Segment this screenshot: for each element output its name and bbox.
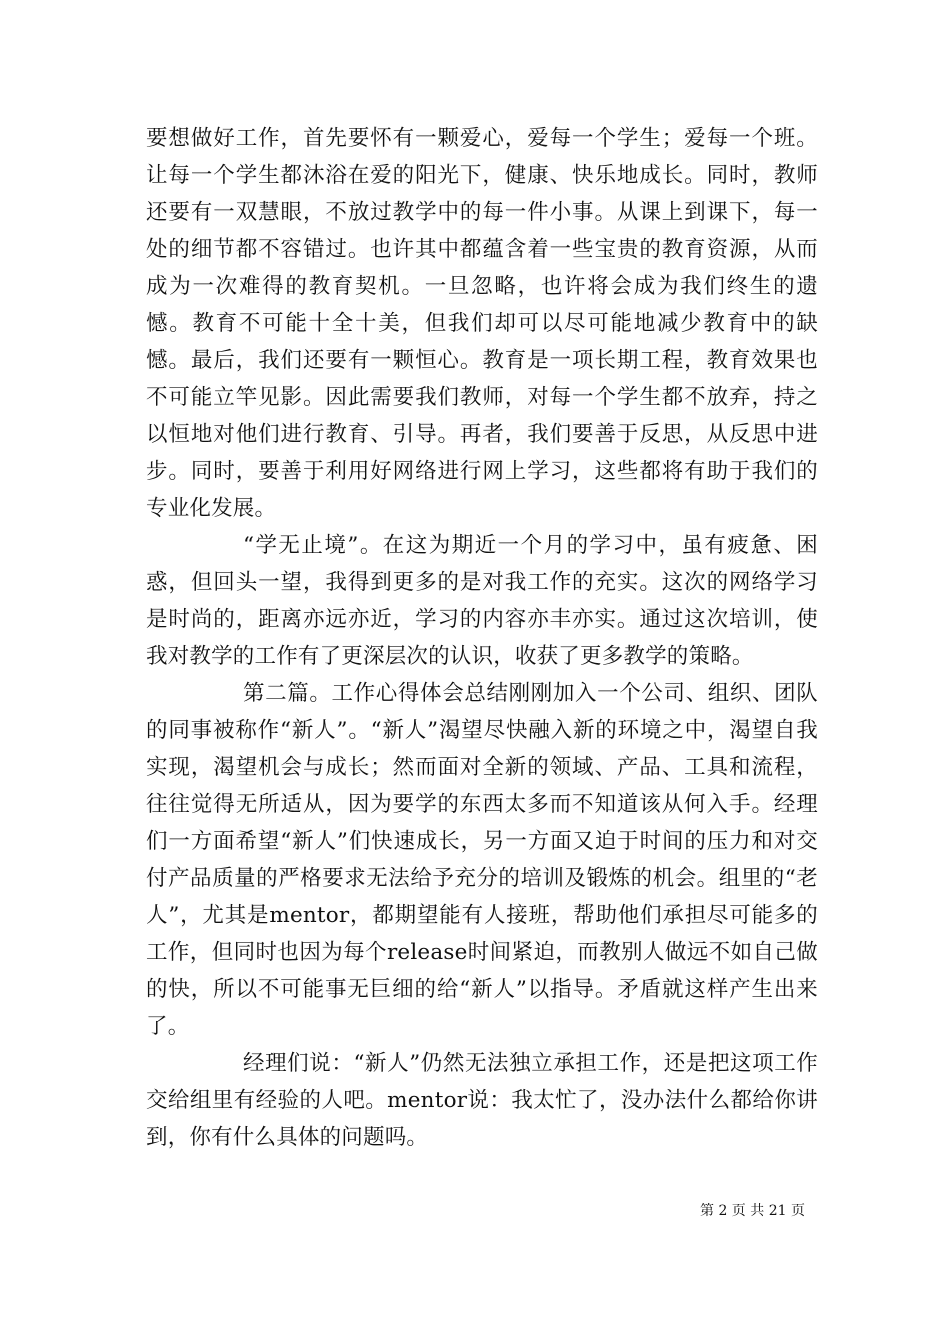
paragraph-4: 经理们说：“新人”仍然无法独立承担工作，还是把这项工作交给组里有经验的人吧。mentor说：我太忙了，没办法什么都给你讲到，你有什么具体的问题吗。: [146, 1051, 818, 1150]
paragraph-1: 要想做好工作，首先要怀有一颗爱心，爱每一个学生；爱每一个班。让每一个学生都沐浴在爱的阳光下，健康、快乐地成长。同时，教师还要有一双慧眼，不放过教学中的每一件小事。从课上到课下，每一处的细节都不容错过。也许其中都蕴含着一些宝贵的教育资源，从而成为一次难得的教育契机。一旦忽略，也许将会成为我们终生的遗憾。教育不可能十全十美，但我们却可以尽可能地减少教育中的缺憾。最后，我们还要有一颗恒心。教育是一项长期工程，教育效果也不可能立竿见影。因此需要我们教师，对每一个学生都不放弃，持之以恒地对他们进行教育、引导。再者，我们要善于反思，从反思中进步。同时，要善于利用好网络进行网上学习，这些都将有助于我们的专业化发展。: [146, 126, 818, 521]
page-number-footer: 第 2 页 共 21 页: [700, 1203, 805, 1219]
paragraph-2: “学无止境”。在这为期近一个月的学习中，虽有疲惫、困惑，但回头一望，我得到更多的是对我工作的充实。这次的网络学习是时尚的，距离亦远亦近，学习的内容亦丰亦实。通过这次培训，使我对教学的工作有了更深层次的认识，收获了更多教学的策略。: [146, 533, 818, 669]
body-text: [146, 120, 818, 1156]
paragraph-3: 第二篇。工作心得体会总结刚刚加入一个公司、组织、团队的同事被称作“新人”。“新人”渴望尽快融入新的环境之中，渴望自我实现，渴望机会与成长；然而面对全新的领域、产品、工具和流程，往往觉得无所适从，因为要学的东西太多而不知道该从何入手。经理们一方面希望“新人”们快速成长，另一方面又迫于时间的压力和对交付产品质量的严格要求无法给予充分的培训及锻炼的机会。组里的“老人”，尤其是mentor，都期望能有人接班，帮助他们承担尽可能多的工作，但同时也因为每个release时间紧迫，而教别人做远不如自己做的快，所以不可能事无巨细的给“新人”以指导。矛盾就这样产生出来了。: [146, 681, 818, 1039]
